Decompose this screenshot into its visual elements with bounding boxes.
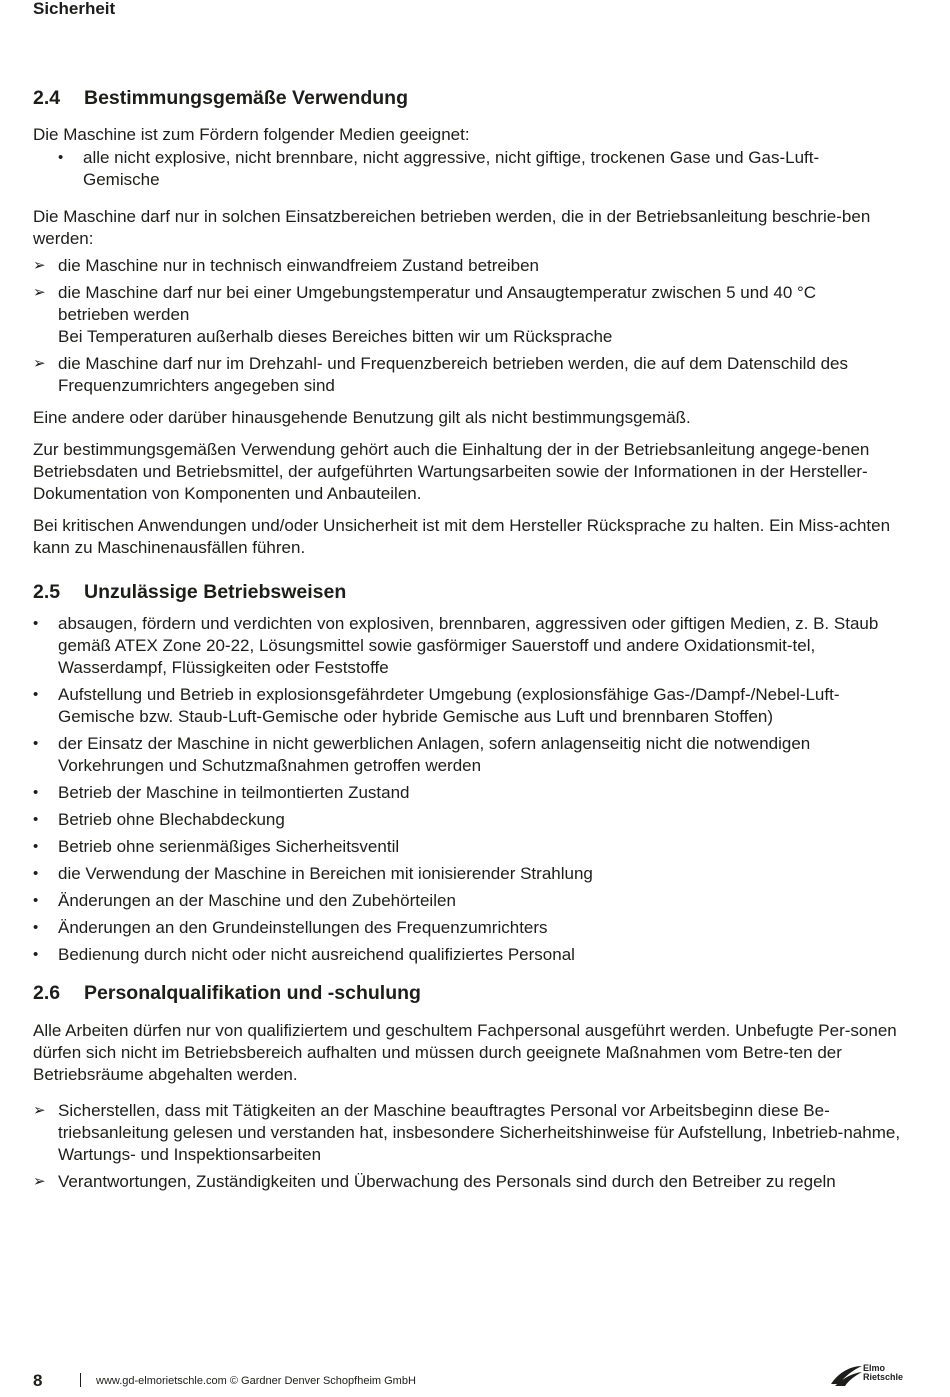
footer-copyright: www.gd-elmorietschle.com © Gardner Denver Schopfheim GmbH (96, 1375, 416, 1387)
list-item: • Aufstellung und Betrieb in explosionsgefährdeter Umgebung (explosionsfähige Gas-/Dampf-/Nebel-Luft-Gemische bzw. Staub-Luft-Gemische oder hybride Gemische aus Luft und brennbaren Stoffen) (33, 685, 840, 726)
page-footer (33, 1363, 913, 1392)
paragraph: Zur bestimmungsgemäßen Verwendung gehört auch die Einhaltung der in der Betriebsanleitung angege-benen Betriebsdaten und Betriebsmittel, der aufgeführten Wartungsarbeiten sowie der Informationen in der Hersteller-Dokumentation von Komponenten und Anbauteilen. (33, 440, 870, 503)
paragraph: Bei kritischen Anwendungen und/oder Unsicherheit ist mit dem Hersteller Rücksprache zu halten. Ein Miss-achten kann zu Maschinenausfällen führen. (33, 516, 891, 557)
bullet-marker: • (33, 892, 39, 909)
section-number: 2.4 (33, 87, 61, 109)
bullet-marker: • (33, 686, 39, 703)
list-item: • die Verwendung der Maschine in Bereichen mit ionisierender Strahlung (33, 864, 593, 883)
page-number: 8 (33, 1371, 43, 1390)
arrow-list (33, 255, 913, 397)
section-title: Unzulässige Betriebsweisen (84, 581, 347, 603)
bullet-marker: • (33, 838, 39, 855)
list-item: • Betrieb ohne serienmäßiges Sicherheitsventil (33, 837, 400, 856)
bullet-marker: • (33, 865, 39, 882)
list-item: • Bedienung durch nicht oder nicht ausreichend qualifiziertes Personal (33, 945, 575, 964)
logo-text: Elmo Rietschle (863, 1363, 904, 1382)
list-item: • alle nicht explosive, nicht brennbare, nicht aggressive, nicht giftige, trockenen Gase und Gas-Luft-Gemische (58, 148, 820, 189)
section-title: Bestimmungsgemäße Verwendung (84, 87, 408, 109)
bullet-marker: • (33, 735, 39, 752)
section-heading-2-5 (33, 579, 913, 605)
section-heading-2-4 (33, 85, 913, 111)
section-number: 2.5 (33, 581, 61, 603)
bullet-marker: • (33, 919, 39, 936)
list-item: ➢ die Maschine nur in technisch einwandfreiem Zustand betreiben (33, 256, 539, 275)
list-item: ➢ die Maschine darf nur im Drehzahl- und Frequenzbereich betrieben werden, die auf dem Datenschild des Frequenzumrichters angegeben sind (33, 354, 848, 395)
list-item: ➢ die Maschine darf nur bei einer Umgebungstemperatur und Ansaugtemperatur zwischen 5 und 40 °C betrieben werden Bei Temperaturen außerhalb dieses Bereiches bitten wir um Rücksprache (33, 283, 817, 346)
bullet-list (33, 613, 913, 966)
section-number: 2.6 (33, 982, 61, 1004)
company-logo (829, 1364, 915, 1390)
bullet-marker: • (33, 811, 39, 828)
list-item: • der Einsatz der Maschine in nicht gewerblichen Anlagen, sofern anlagenseitig nicht die notwendigen Vorkehrungen und Schutzmaßnahmen getroffen werden (33, 734, 811, 775)
arrow-list (33, 1100, 913, 1193)
arrow-marker: ➢ (33, 257, 46, 274)
list-item: • Betrieb der Maschine in teilmontierten Zustand (33, 783, 410, 802)
paragraph: Die Maschine ist zum Fördern folgender Medien geeignet: (33, 125, 470, 144)
logo-swoosh-icon (829, 1364, 863, 1388)
bullet-marker: • (33, 946, 39, 963)
bullet-marker: • (33, 784, 39, 801)
bullet-list (33, 147, 913, 191)
list-item: • Betrieb ohne Blechabdeckung (33, 810, 285, 829)
running-header-title: Sicherheit (33, 0, 116, 18)
arrow-marker: ➢ (33, 1102, 46, 1119)
arrow-marker: ➢ (33, 1173, 46, 1190)
section-heading-2-6 (33, 980, 913, 1006)
paragraph: Alle Arbeiten dürfen nur von qualifiziertem und geschultem Fachpersonal ausgeführt werden. Unbefugte Per-sonen dürfen sich nicht im Betriebsbereich aufhalten und müssen durch geeignete Maßnahmen vom Betre-ten der Betriebsräume abgehalten werden. (33, 1021, 897, 1084)
arrow-marker: ➢ (33, 355, 46, 372)
list-item: ➢ Verantwortungen, Zuständigkeiten und Überwachung des Personals sind durch den Betreiber zu regeln (33, 1172, 836, 1191)
bullet-marker: • (58, 149, 64, 166)
footer-divider (80, 1373, 81, 1387)
list-item: • Änderungen an der Maschine und den Zubehörteilen (33, 891, 456, 910)
bullet-marker: • (33, 615, 39, 632)
arrow-marker: ➢ (33, 284, 46, 301)
section-title: Personalqualifikation und -schulung (84, 982, 421, 1004)
list-item: ➢ Sicherstellen, dass mit Tätigkeiten an der Maschine beauftragtes Personal vor Arbeitsbeginn diese Be-triebsanleitung gelesen und verstanden hat, insbesondere Sicherheitshinweise für Aufstellung, Inbetrieb-nahme, Wartungs- und Inspektionsarbeiten (33, 1101, 901, 1164)
paragraph: Eine andere oder darüber hinausgehende Benutzung gilt als nicht bestimmungsgemäß. (33, 408, 691, 427)
paragraph: Die Maschine darf nur in solchen Einsatzbereichen betrieben werden, die in der Betriebsanleitung beschrie-ben werden: (33, 207, 871, 248)
list-item: • Änderungen an den Grundeinstellungen des Frequenzumrichters (33, 918, 548, 937)
page-content (33, 85, 913, 1193)
list-item: • absaugen, fördern und verdichten von explosiven, brennbaren, aggressiven oder giftigen Medien, z. B. Staub gemäß ATEX Zone 20-22, Lösungsmittel sowie gasförmiger Sauerstoff und andere Oxidationsmit-tel, Wasserdampf, Flüssigkeiten oder Feststoffe (33, 614, 879, 677)
